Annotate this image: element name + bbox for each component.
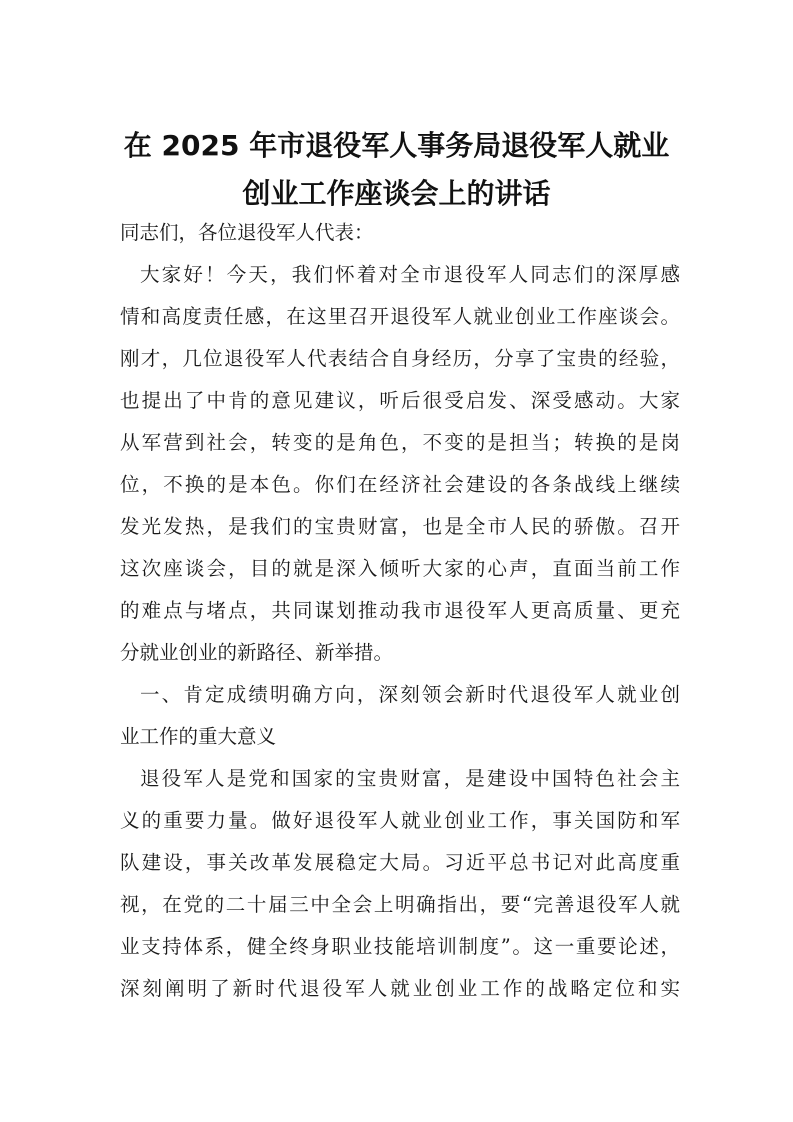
document-title-line-1: 在 2025 年市退役军人事务局退役军人就业 — [123, 129, 670, 162]
paragraph-line: 业支持体系，健全终身职业技能培训制度”。这一重要论述， — [120, 935, 680, 958]
paragraph-line: 发光发热，是我们的宝贵财富，也是全市人民的骄傲。召开 — [120, 515, 680, 538]
paragraph-line: 这次座谈会，目的就是深入倾听大家的心声，直面当前工作 — [120, 557, 680, 580]
paragraph-line: 从军营到社会，转变的是角色，不变的是担当；转换的是岗 — [120, 431, 680, 454]
paragraph-line: 也提出了中肯的意见建议，听后很受启发、深受感动。大家 — [120, 389, 680, 412]
paragraph-line: 视，在党的二十届三中全会上明确指出，要“完善退役军人就 — [120, 893, 680, 916]
salutation: 同志们，各位退役军人代表： — [120, 221, 374, 244]
section-heading-line: 业工作的重大意义 — [120, 725, 277, 748]
paragraph-line: 退役军人是党和国家的宝贵财富，是建设中国特色社会主 — [140, 767, 680, 790]
paragraph-line: 深刻阐明了新时代退役军人就业创业工作的战略定位和实 — [120, 977, 680, 1000]
section-heading-line: 一、肯定成绩明确方向，深刻领会新时代退役军人就业创 — [140, 683, 680, 706]
paragraph-line: 分就业创业的新路径、新举措。 — [120, 641, 394, 664]
paragraph-line: 刚才，几位退役军人代表结合自身经历，分享了宝贵的经验， — [120, 347, 680, 370]
paragraph-line: 队建设，事关改革发展稳定大局。习近平总书记对此高度重 — [120, 851, 680, 874]
paragraph-line: 大家好！今天，我们怀着对全市退役军人同志们的深厚感 — [140, 263, 680, 286]
paragraph-line: 位，不换的是本色。你们在经济社会建设的各条战线上继续 — [120, 473, 680, 496]
paragraph-line: 义的重要力量。做好退役军人就业创业工作，事关国防和军 — [120, 809, 680, 832]
document-title-line-2: 创业工作座谈会上的讲话 — [242, 177, 551, 210]
paragraph-line: 情和高度责任感，在这里召开退役军人就业创业工作座谈会。 — [120, 305, 680, 328]
paragraph-line: 的难点与堵点，共同谋划推动我市退役军人更高质量、更充 — [120, 599, 680, 622]
